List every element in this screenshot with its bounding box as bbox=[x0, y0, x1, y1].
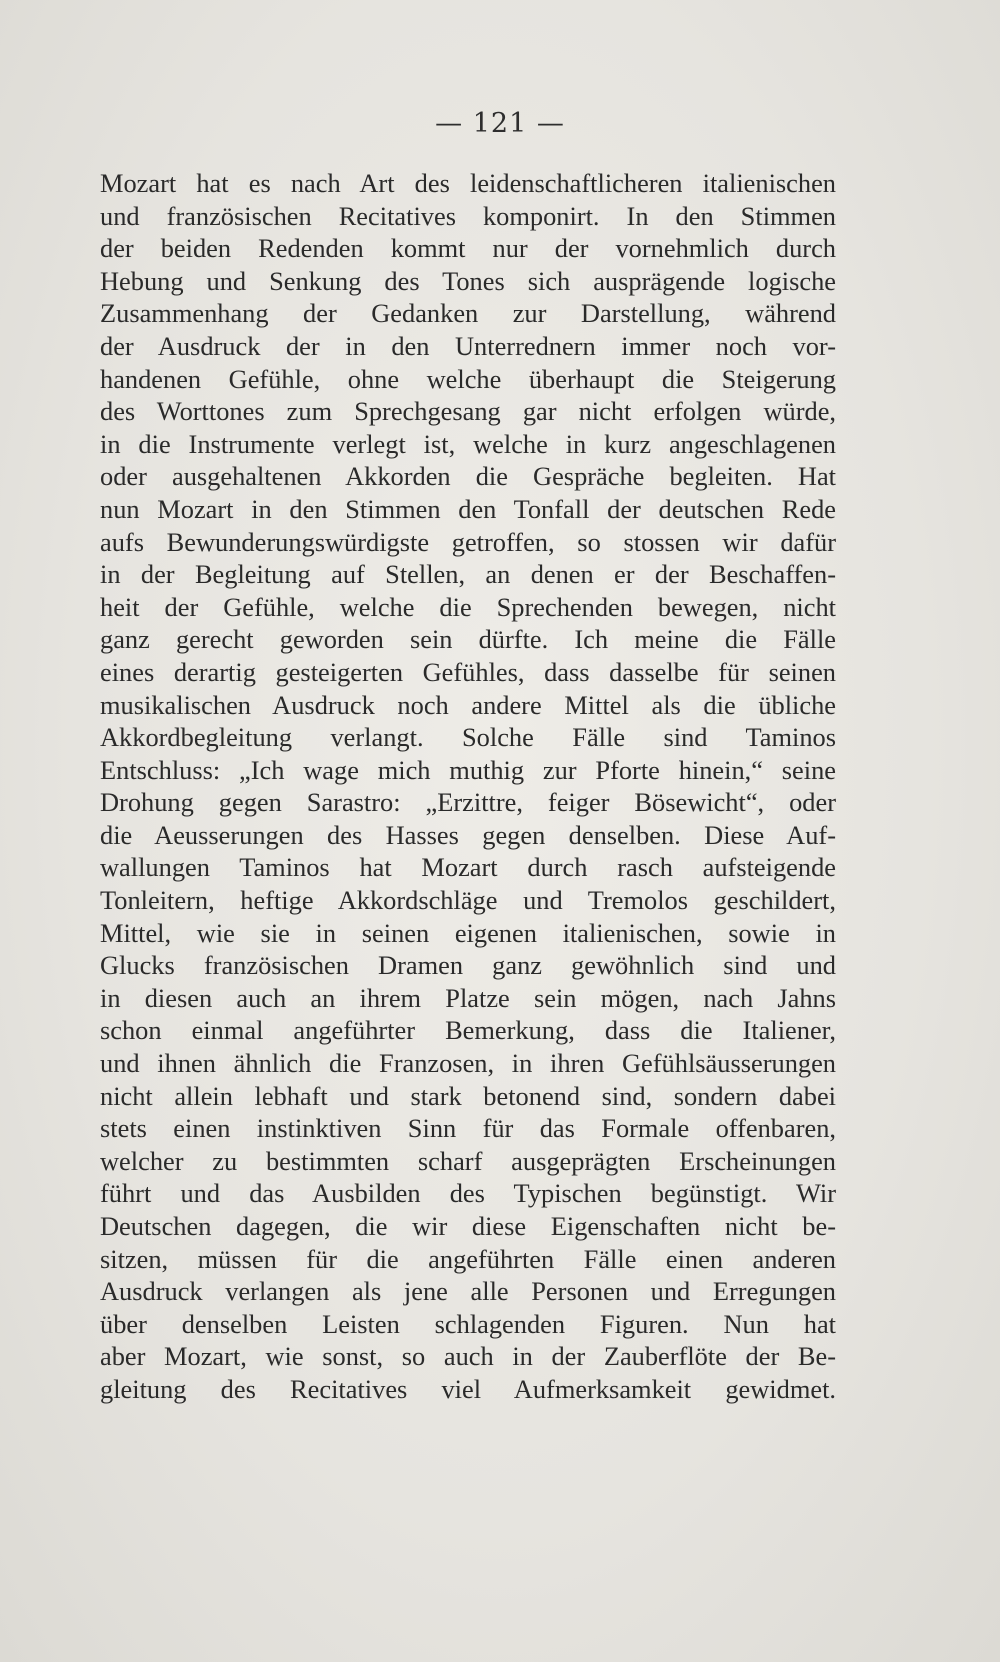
text-line: der Ausdruck der in den Unterrednern immer noch vor- bbox=[100, 330, 836, 361]
text-line: wallungen Taminos hat Mozart durch rasch aufsteigende bbox=[100, 852, 836, 883]
text-line: Mozart hat es nach Art des leidenschaftlicheren italienischen bbox=[100, 168, 836, 198]
text-line: in diesen auch an ihrem Platze sein mögen, nach Jahns bbox=[100, 982, 836, 1013]
text-line: Tonleitern, heftige Akkordschläge und Tremolos geschildert, bbox=[100, 885, 836, 916]
text-line: schon einmal angeführter Bemerkung, dass die Italiener, bbox=[100, 1015, 836, 1046]
text-line: Drohung gegen Sarastro: „Erzittre, feiger Bösewicht“, oder bbox=[100, 787, 836, 818]
text-line: in die Instrumente verlegt ist, welche in kurz angeschlagenen bbox=[100, 428, 836, 459]
text-line: sitzen, müssen für die angeführten Fälle einen anderen bbox=[100, 1243, 836, 1274]
text-line: handenen Gefühle, ohne welche überhaupt die Steigerung bbox=[100, 363, 836, 394]
text-line: nun Mozart in den Stimmen den Tonfall der deutschen Rede bbox=[100, 493, 836, 524]
text-line: in der Begleitung auf Stellen, an denen er der Beschaffen- bbox=[100, 559, 836, 590]
text-line: die Aeusserungen des Hasses gegen denselben. Diese Auf- bbox=[100, 819, 836, 850]
body-text bbox=[100, 167, 836, 1406]
text-line: aufs Bewunderungswürdigste getroffen, so stossen wir dafür bbox=[100, 526, 836, 557]
text-line: gleitung des Recitatives viel Aufmerksamkeit gewidmet. bbox=[100, 1373, 836, 1404]
text-line: und ihnen ähnlich die Franzosen, in ihren Gefühlsäusserungen bbox=[100, 1048, 836, 1079]
page-number: — 121 — bbox=[435, 108, 565, 139]
text-line: des Worttones zum Sprechgesang gar nicht erfolgen würde, bbox=[100, 396, 836, 427]
text-line: Zusammenhang der Gedanken zur Darstellung, während bbox=[100, 298, 836, 329]
text-line: und französischen Recitatives komponirt. In den Stimmen bbox=[100, 200, 836, 231]
text-line: der beiden Redenden kommt nur der vornehmlich durch bbox=[100, 233, 836, 264]
text-line: eines derartig gesteigerten Gefühles, dass dasselbe für seinen bbox=[100, 656, 836, 687]
text-line: ganz gerecht geworden sein dürfte. Ich meine die Fälle bbox=[100, 624, 836, 655]
text-line: aber Mozart, wie sonst, so auch in der Zauberflöte der Be- bbox=[100, 1341, 836, 1372]
text-line: oder ausgehaltenen Akkorden die Gespräche begleiten. Hat bbox=[100, 461, 836, 492]
text-line: über denselben Leisten schlagenden Figuren. Nun hat bbox=[100, 1308, 836, 1339]
text-line: stets einen instinktiven Sinn für das Formale offenbaren, bbox=[100, 1113, 836, 1144]
text-line: nicht allein lebhaft und stark betonend sind, sondern dabei bbox=[100, 1080, 836, 1111]
text-line: welcher zu bestimmten scharf ausgeprägten Erscheinungen bbox=[100, 1145, 836, 1176]
text-line: heit der Gefühle, welche die Sprechenden bewegen, nicht bbox=[100, 591, 836, 622]
text-line: führt und das Ausbilden des Typischen begünstigt. Wir bbox=[100, 1178, 836, 1209]
text-line: Deutschen dagegen, die wir diese Eigenschaften nicht be- bbox=[100, 1211, 836, 1241]
text-line: Ausdruck verlangen als jene alle Personen und Erregungen bbox=[100, 1276, 836, 1307]
text-line: Akkordbegleitung verlangt. Solche Fälle sind Taminos bbox=[100, 722, 836, 753]
text-line: Mittel, wie sie in seinen eigenen italienischen, sowie in bbox=[100, 917, 836, 948]
text-line: Glucks französischen Dramen ganz gewöhnlich sind und bbox=[100, 950, 836, 981]
text-line: musikalischen Ausdruck noch andere Mittel als die übliche bbox=[100, 689, 836, 720]
text-line: Entschluss: „Ich wage mich muthig zur Pforte hinein,“ seine bbox=[100, 754, 836, 785]
text-line: Hebung und Senkung des Tones sich ausprägende logische bbox=[100, 265, 836, 296]
